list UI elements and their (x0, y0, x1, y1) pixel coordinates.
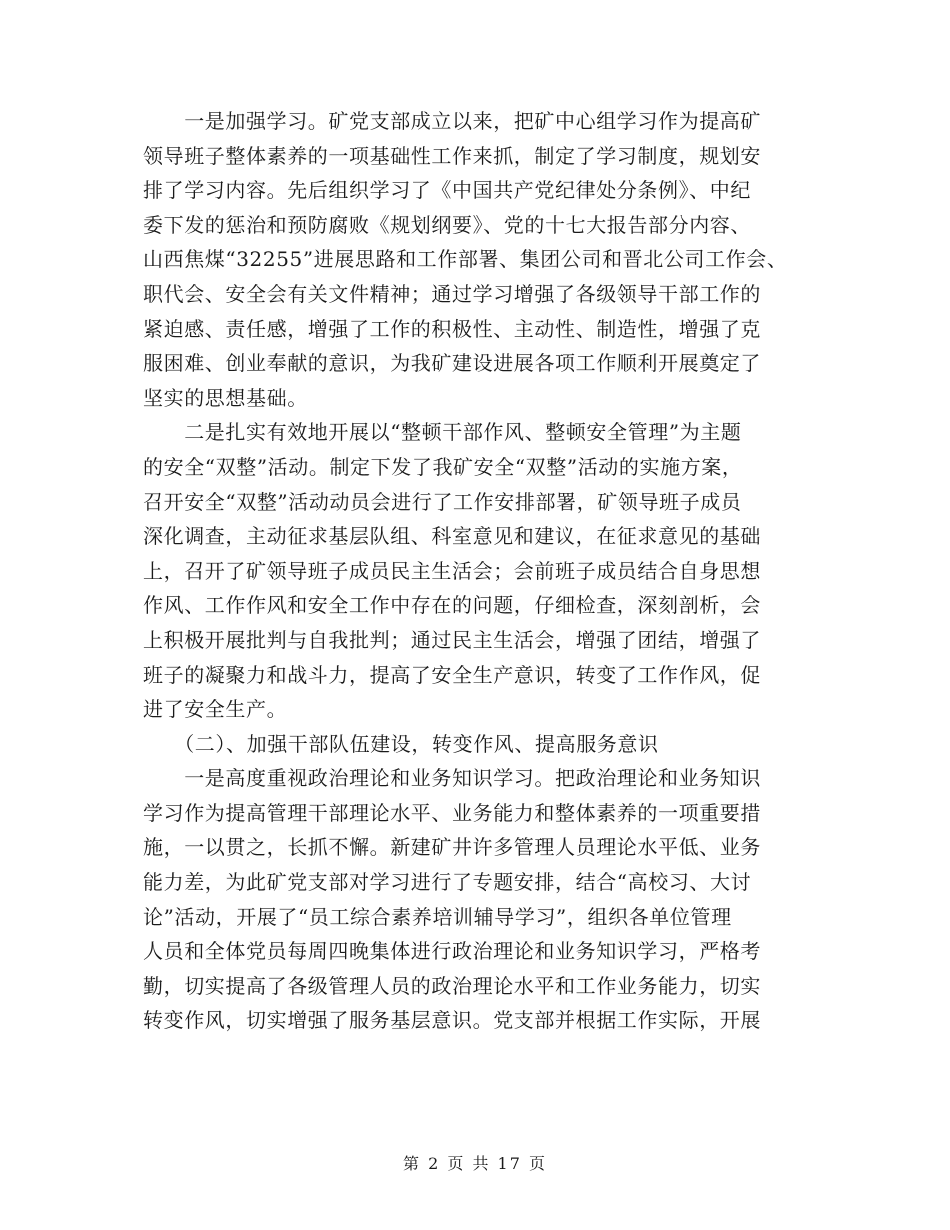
body-text (143, 104, 823, 1038)
text-line: 作风、工作作风和安全工作中存在的问题，仔细检查，深刻剖析，会 (143, 593, 761, 618)
text-line: 论”活动，开展了“员工综合素养培训辅导学习”，组织各单位管理 (143, 904, 732, 929)
text-line: 山西焦煤“32255”进展思路和工作部署、集团公司和晋北公司工作会、 (143, 247, 788, 272)
text-line: 勤，切实提高了各级管理人员的政治理论水平和工作业务能力，切实 (143, 973, 761, 998)
text-line: 紧迫感、责任感，增强了工作的积极性、主动性、制造性，增强了克 (143, 316, 761, 341)
text-line: 深化调查，主动征求基层队组、科室意见和建议，在征求意见的基础 (143, 524, 761, 549)
text-line: 施，一以贯之，长抓不懈。新建矿井许多管理人员理论水平低、业务 (143, 835, 761, 860)
text-line: 转变作风，切实增强了服务基层意识。党支部并根据工作实际，开展 (143, 1008, 761, 1033)
text-line: 委下发的惩治和预防腐败《规划纲要》、党的十七大报告部分内容、 (143, 212, 751, 237)
text-line: 一是高度重视政治理论和业务知识学习。把政治理论和业务知识 (143, 766, 761, 791)
text-line: 职代会、安全会有关文件精神；通过学习增强了各级领导干部工作的 (143, 281, 761, 306)
text-line: 领导班子整体素养的一项基础性工作来抓，制定了学习制度，规划安 (143, 143, 761, 168)
text-line: 能力差，为此矿党支部对学习进行了专题安排，结合“高校习、大讨 (143, 870, 752, 895)
section-heading: （二）、加强干部队伍建设，转变作风、提高服务意识 (143, 731, 659, 756)
text-line: 人员和全体党员每周四晚集体进行政治理论和业务知识学习，严格考 (143, 939, 761, 964)
page-number: 第 2 页 共 17 页 (403, 1154, 547, 1173)
text-line: 召开安全“双整”活动动员会进行了工作安排部署，矿领导班子成员 (143, 489, 742, 514)
text-line: 服困难、创业奉献的意识，为我矿建设进展各项工作顺利开展奠定了 (143, 351, 761, 376)
text-line: 上，召开了矿领导班子成员民主生活会；会前班子成员结合自身思想 (143, 558, 761, 583)
text-line: 进了安全生产。 (143, 697, 288, 722)
text-line: 排了学习内容。先后组织学习了《中国共产党纪律处分条例》、中纪 (143, 178, 751, 203)
text-line: 一是加强学习。矿党支部成立以来，把矿中心组学习作为提高矿 (143, 109, 761, 133)
text-line: 班子的凝聚力和战斗力，提高了安全生产意识，转变了工作作风，促 (143, 662, 761, 687)
text-line: 坚实的思想基础。 (143, 385, 308, 410)
text-line: 学习作为提高管理干部理论水平、业务能力和整体素养的一项重要措 (143, 800, 761, 825)
text-line: 上积极开展批判与自我批判；通过民主生活会，增强了团结，增强了 (143, 627, 761, 652)
text-line: 二是扎实有效地开展以“整顿干部作风、整顿安全管理”为主题 (143, 420, 742, 445)
text-line: 的安全“双整”活动。制定下发了我矿安全“双整”活动的实施方案， (143, 454, 743, 479)
